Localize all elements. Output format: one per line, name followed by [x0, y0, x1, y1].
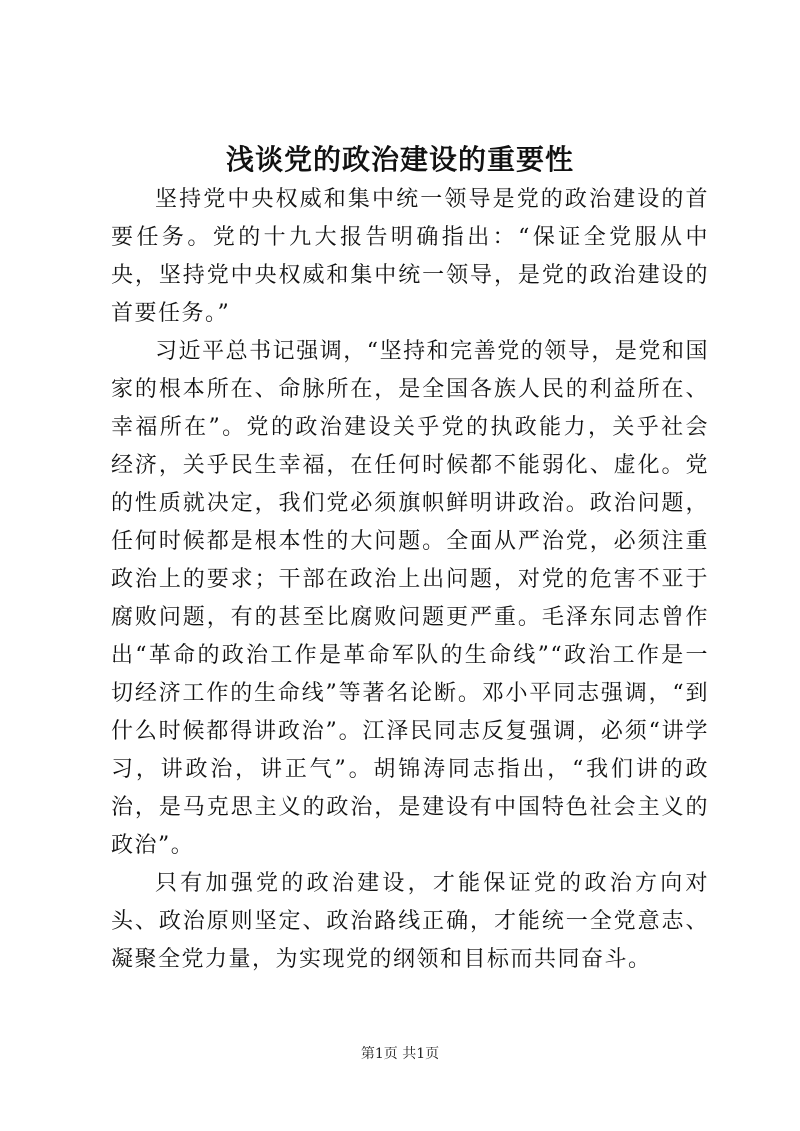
paragraph-2: 习近平总书记强调，“坚持和完善党的领导，是党和国家的根本所在、命脉所在，是全国各族人民的利益所在、幸福所在”。党的政治建设关乎党的执政能力，关乎社会经济，关乎民生幸福，在任何时候都不能弱化、虚化。党的性质就决定，我们党必须旗帜鲜明讲政治。政治问题，任何时候都是根本性的大问题。全面从严治党，必须注重政治上的要求；干部在政治上出问题，对党的危害不亚于腐败问题，有的甚至比腐败问题更严重。毛泽东同志曾作出“革命的政治工作是革命军队的生命线”“政治工作是一切经济工作的生命线”等著名论断。邓小平同志强调，“到什么时候都得讲政治”。江泽民同志反复强调，必须“讲学习，讲政治，讲正气”。胡锦涛同志指出，“我们讲的政治，是马克思主义的政治，是建设有中国特色社会主义的政治”。 — [111, 339, 709, 858]
page-footer: 第1页 共1页 — [360, 1046, 440, 1062]
paragraph-3: 只有加强党的政治建设，才能保证党的政治方向对头、政治原则坚定、政治路线正确，才能统一全党意志、凝聚全党力量，为实现党的纲领和目标而共同奋斗。 — [111, 871, 709, 972]
document-body — [111, 181, 709, 979]
paragraph-1: 坚持党中央权威和集中统一领导是党的政治建设的首要任务。党的十九大报告明确指出：“保证全党服从中央，坚持党中央权威和集中统一领导，是党的政治建设的首要任务。” — [111, 187, 709, 326]
document-title: 浅谈党的政治建设的重要性 — [225, 143, 574, 176]
